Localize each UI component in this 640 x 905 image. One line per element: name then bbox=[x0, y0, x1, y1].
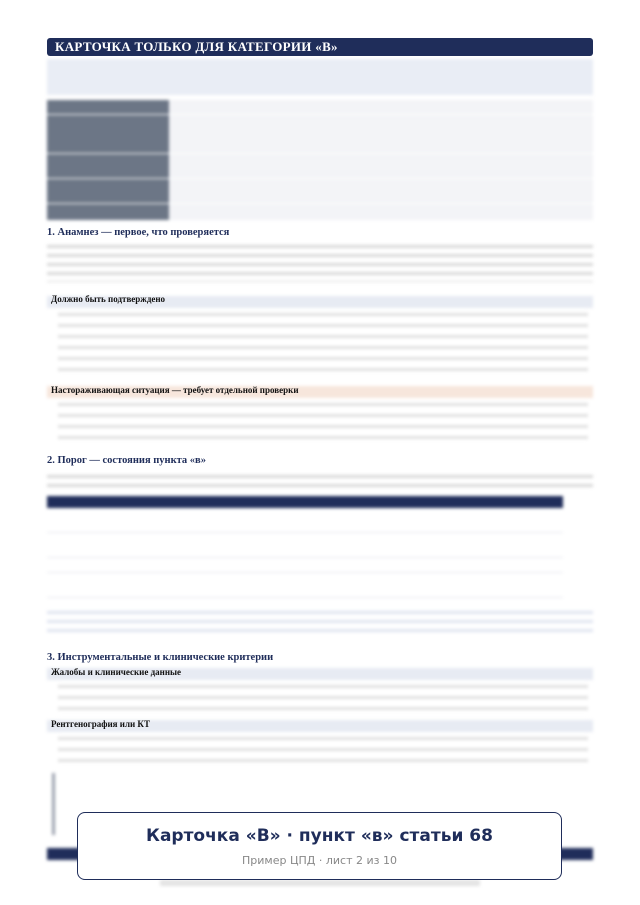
section-band-label: Настораживающая ситуация — требует отдельной проверки bbox=[51, 385, 299, 395]
table-row bbox=[47, 100, 593, 115]
table-row bbox=[47, 558, 563, 573]
section-band-label: Рентгенография или КТ bbox=[51, 719, 150, 729]
page-footer bbox=[0, 880, 640, 886]
section-heading: 3. Инструментальные и клинические критерии bbox=[47, 652, 274, 663]
section-heading: 2. Порог — состояния пункта «в» bbox=[47, 455, 206, 466]
table-row bbox=[47, 508, 563, 533]
intro-note bbox=[47, 59, 593, 95]
document-title-bar bbox=[47, 38, 593, 56]
bullet-list bbox=[58, 309, 588, 377]
table-row bbox=[47, 154, 593, 179]
table-row bbox=[47, 573, 563, 598]
overlay-caption-card bbox=[77, 812, 562, 880]
section-band-label: Должно быть подтверждено bbox=[51, 294, 166, 304]
threshold-table bbox=[47, 496, 563, 598]
table-row bbox=[47, 115, 593, 154]
italic-note bbox=[47, 608, 593, 636]
section-band-label: Жалобы и клинические данные bbox=[51, 667, 182, 677]
bullet-list bbox=[58, 681, 588, 717]
table-row bbox=[47, 179, 593, 204]
threshold-paragraph bbox=[47, 472, 593, 490]
table-row bbox=[47, 533, 563, 558]
criteria-table bbox=[47, 100, 593, 221]
bullet-list bbox=[58, 733, 588, 769]
bullet-list bbox=[58, 399, 588, 445]
card-subtitle: Пример ЦПД · лист 2 из 10 bbox=[242, 854, 397, 867]
anamnesis-paragraph bbox=[47, 242, 593, 282]
section-heading: 1. Анамнез — первое, что проверяется bbox=[47, 227, 230, 238]
table-row bbox=[47, 204, 593, 221]
document-title: КАРТОЧКА ТОЛЬКО ДЛЯ КАТЕГОРИИ «В» bbox=[55, 39, 338, 54]
table-header bbox=[47, 496, 563, 508]
card-title: Карточка «В» · пункт «в» статьи 68 bbox=[146, 826, 493, 846]
